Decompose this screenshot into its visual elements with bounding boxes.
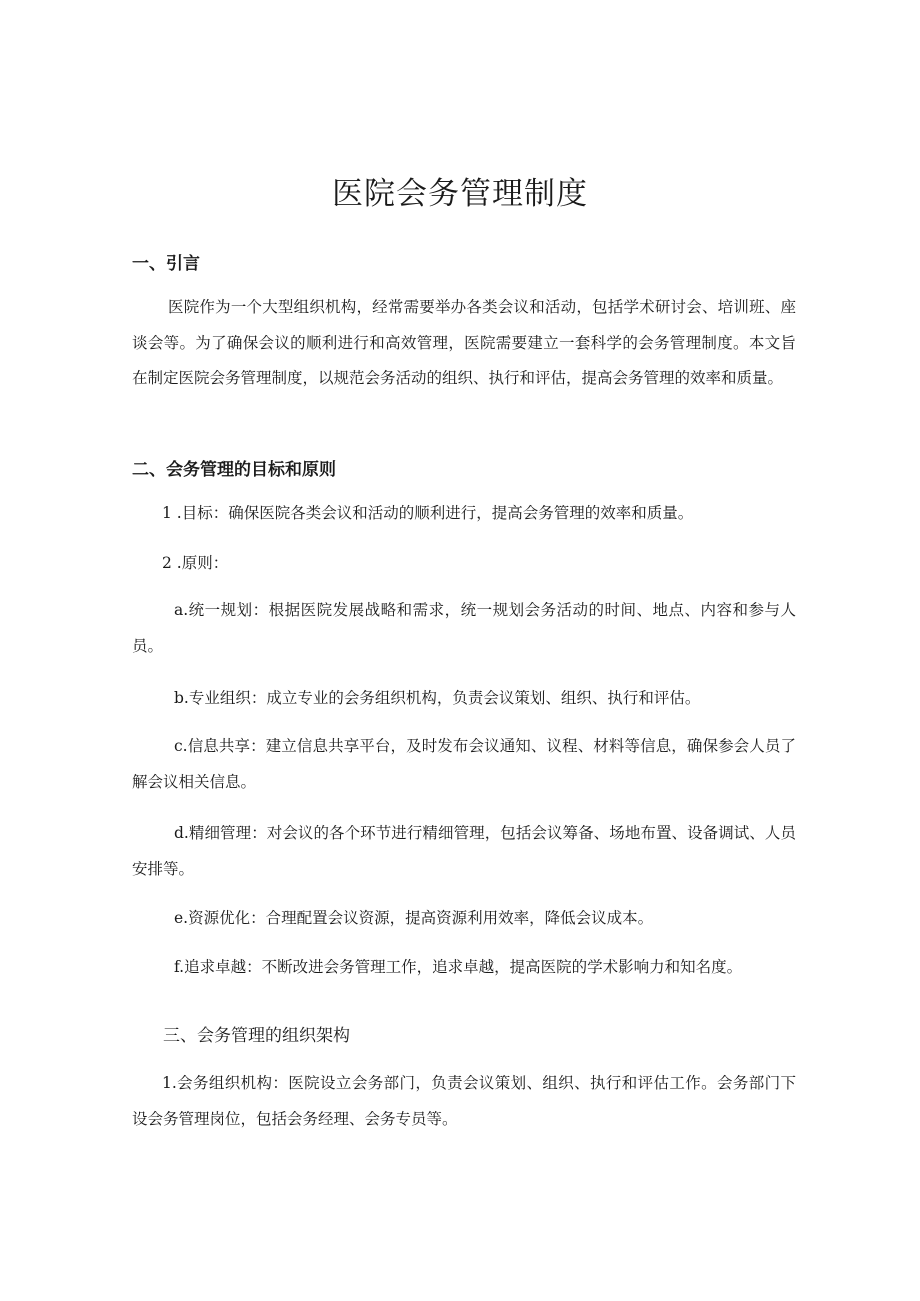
goal-item: 1 .目标：确保医院各类会议和活动的顺利进行，提高会务管理的效率和质量。 (162, 504, 694, 522)
section-heading-organization: 三、会务管理的组织架构 (163, 1026, 350, 1046)
section-heading-goals-principles: 二、会务管理的目标和原则 (132, 460, 336, 480)
principle-e: e.资源优化：合理配置会议资源，提高资源利用效率，降低会议成本。 (174, 909, 654, 927)
principle-c: c.信息共享：建立信息共享平台，及时发布会议通知、议程、材料等信息，确保参会人员了解会议相关信息。 (132, 737, 796, 791)
section-heading-introduction: 一、引言 (132, 254, 200, 274)
principles-item: 2 .原则： (162, 554, 229, 572)
principle-b: b.专业组织：成立专业的会务组织机构，负责会议策划、组织、执行和评估。 (174, 689, 701, 707)
introduction-paragraph: 医院作为一个大型组织机构，经常需要举办各类会议和活动，包括学术研讨会、培训班、座谈会等。为了确保会议的顺利进行和高效管理，医院需要建立一套科学的会务管理制度。本文旨在制定医院会务管理制度，以规范会务活动的组织、执行和评估，提高会务管理的效率和质量。 (132, 298, 796, 387)
principle-a: a.统一规划：根据医院发展战略和需求，统一规划会务活动的时间、地点、内容和参与人员。 (132, 601, 796, 655)
principle-f: f.追求卓越：不断改进会务管理工作，追求卓越，提高医院的学术影响力和知名度。 (174, 958, 743, 976)
principle-d: d.精细管理：对会议的各个环节进行精细管理，包括会议筹备、场地布置、设备调试、人员安排等。 (132, 824, 796, 878)
document-title: 医院会务管理制度 (332, 176, 588, 212)
organization-item-1: 1.会务组织机构：医院设立会务部门，负责会议策划、组织、执行和评估工作。会务部门下设会务管理岗位，包括会务经理、会务专员等。 (132, 1074, 796, 1128)
